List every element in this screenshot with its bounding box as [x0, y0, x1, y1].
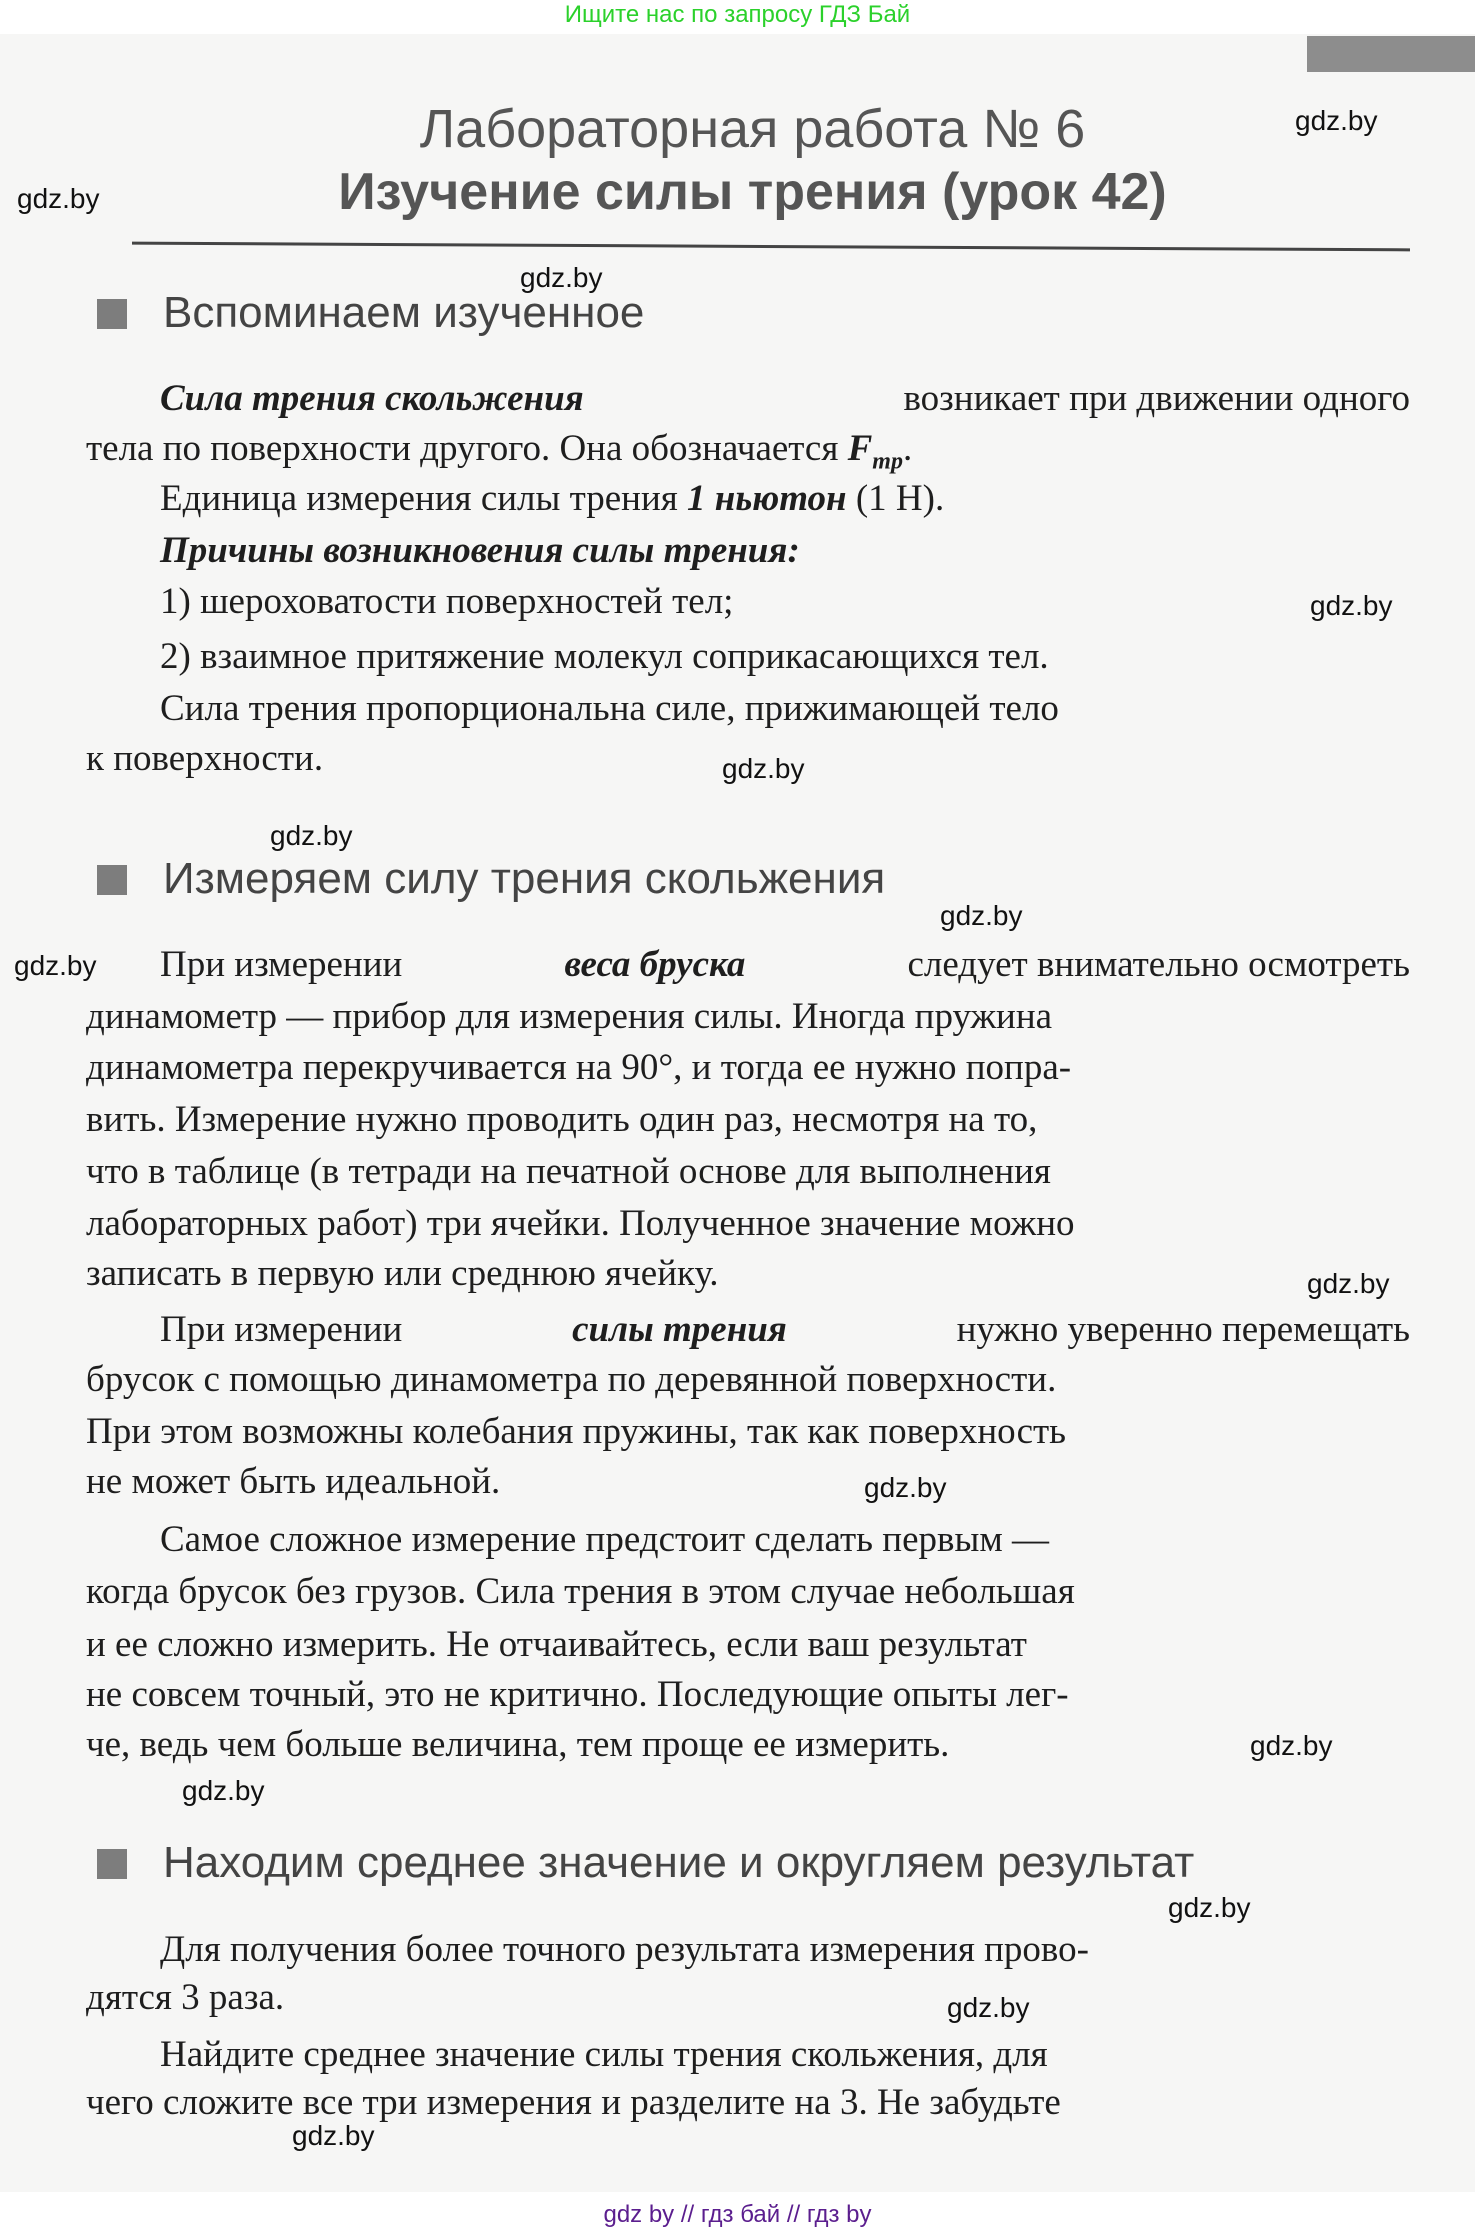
text-line: [160, 2032, 1410, 2078]
watermark: gdz.by: [940, 900, 1023, 931]
text-line: [160, 376, 1410, 422]
watermark: gdz.by: [1168, 1892, 1251, 1923]
text-segment: При этом возможны колебания пружины, так как поверхность: [86, 1411, 1067, 1452]
text-segment: динамометр — прибор для измерения силы. Иногда пружина: [86, 996, 1053, 1037]
text-line: [86, 1622, 1410, 1668]
text-segment: че, ведь чем больше величина, тем проще ее измерить.: [86, 1724, 950, 1765]
search-hint-banner: Ищите нас по запросу ГДЗ Бай: [564, 1, 911, 28]
text-segment: Самое сложное измерение предстоит сделать первым —: [160, 1519, 1050, 1560]
text-segment: к поверхности.: [86, 738, 324, 779]
text-line: [86, 1975, 1410, 2021]
square-bullet-icon: [97, 865, 127, 895]
text-line: [86, 1672, 1410, 1718]
watermark: gdz.by: [947, 1992, 1030, 2023]
text-line: [160, 634, 1410, 680]
heading-text: Вспоминаем изученное: [163, 288, 645, 337]
watermark: gdz.by: [17, 183, 100, 214]
text-line: [160, 579, 1410, 625]
text-line: [86, 1409, 1410, 1455]
text-segment: дятся 3 раза.: [86, 1977, 285, 2018]
emphasized-term: 1 ньютон: [687, 478, 847, 519]
text-segment: Единица измерения силы трения: [160, 478, 688, 519]
text-line: [86, 1459, 1410, 1505]
text-segment: При измерении: [160, 1309, 412, 1350]
text-line: [160, 686, 1410, 732]
text-segment: Сила трения пропорциональна силе, прижимающей тело: [160, 688, 1059, 729]
text-segment: чего сложите все три измерения и разделите на 3. Не забудьте: [86, 2082, 1061, 2123]
emphasized-term: Причины возникновения силы трения:: [160, 530, 800, 571]
subscript: тр: [872, 448, 903, 475]
emphasized-term: веса бруска: [564, 944, 746, 985]
text-line: [86, 1251, 1410, 1297]
text-line: [160, 1517, 1410, 1563]
text-segment: 1) шероховатости поверхностей тел;: [160, 581, 734, 622]
text-line: [86, 1097, 1410, 1143]
heading-text: Находим среднее значение и округляем результат: [163, 1838, 1195, 1887]
text-segment: брусок с помощью динамометра по деревянной поверхности.: [86, 1359, 1057, 1400]
text-line: [86, 1357, 1410, 1403]
text-line: [86, 1149, 1410, 1195]
footer-links: gdz by // гдз бай // гдз by: [603, 2201, 872, 2228]
text-line: [160, 1927, 1410, 1973]
text-segment: Для получения более точного результата измерения прово-: [160, 1929, 1089, 1970]
watermark: gdz.by: [1250, 1730, 1333, 1761]
watermark: gdz.by: [14, 950, 97, 981]
watermark: gdz.by: [270, 820, 353, 851]
text-segment: когда брусок без грузов. Сила трения в этом случае небольшая: [86, 1571, 1075, 1612]
text-line: [160, 942, 1410, 988]
watermark: gdz.by: [1295, 105, 1378, 136]
text-segment: записать в первую или среднюю ячейку.: [86, 1253, 719, 1294]
text-line: [160, 1307, 1410, 1353]
text-segment: Найдите среднее значение силы трения скольжения, для: [160, 2034, 1048, 2075]
text-line: [86, 1569, 1410, 1615]
watermark: gdz.by: [1310, 590, 1393, 621]
text-segment: и ее сложно измерить. Не отчаивайтесь, если ваш результат: [86, 1624, 1027, 1665]
heading-text: Измеряем силу трения скольжения: [163, 854, 886, 903]
text-segment: следует внимательно осмотреть: [898, 944, 1410, 985]
watermark: gdz.by: [520, 262, 603, 293]
watermark: gdz.by: [292, 2120, 375, 2151]
text-segment: что в таблице (в тетради на печатной основе для выполнения: [86, 1151, 1051, 1192]
lesson-title: Изучение силы трения (урок 42): [338, 163, 1167, 221]
text-segment: 2) взаимное притяжение молекул соприкасающихся тел.: [160, 636, 1049, 677]
text-line: [86, 2080, 1410, 2126]
text-segment: тела по поверхности другого. Она обозначается: [86, 428, 848, 469]
text-line: [160, 528, 1410, 574]
text-line: [86, 1201, 1410, 1247]
text-segment: (1 Н).: [846, 478, 945, 519]
text-line: [86, 1045, 1410, 1091]
emphasized-term: Сила трения скольжения: [160, 378, 584, 419]
emphasized-term: силы трения: [572, 1309, 787, 1350]
watermark: gdz.by: [1307, 1268, 1390, 1299]
text-segment: .: [902, 428, 913, 469]
text-line: [86, 994, 1410, 1040]
page-corner-tab: [1307, 36, 1475, 72]
text-segment: не совсем точный, это не критично. Последующие опыты лег-: [86, 1674, 1069, 1715]
text-segment: возникает при движении одного: [894, 378, 1410, 419]
text-segment: лабораторных работ) три ячейки. Полученное значение можно: [86, 1203, 1075, 1244]
square-bullet-icon: [97, 1849, 127, 1879]
text-segment: При измерении: [160, 944, 412, 985]
square-bullet-icon: [97, 299, 127, 329]
watermark: gdz.by: [182, 1775, 265, 1806]
watermark: gdz.by: [722, 753, 805, 784]
emphasized-term: $F_{тр}$: [847, 428, 903, 475]
section-heading-recall: [97, 288, 644, 338]
text-line: [86, 1722, 1410, 1768]
text-segment: не может быть идеальной.: [86, 1461, 501, 1502]
text-segment: нужно уверенно перемещать: [947, 1309, 1410, 1350]
section-heading-measure: [97, 854, 885, 904]
watermark: gdz.by: [864, 1472, 947, 1503]
text-segment: вить. Измерение нужно проводить один раз, несмотря на то,: [86, 1099, 1038, 1140]
text-segment: динамометра перекручивается на 90°, и тогда ее нужно попра-: [86, 1047, 1072, 1088]
text-line: [160, 476, 1410, 522]
section-heading-average: [97, 1838, 1194, 1888]
lab-work-title: Лабораторная работа № 6: [419, 99, 1086, 159]
